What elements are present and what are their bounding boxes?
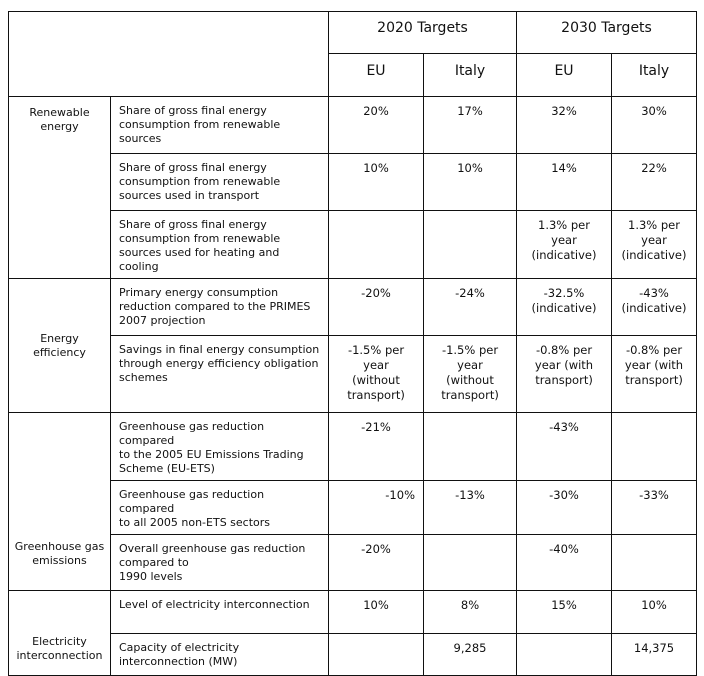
value-eu-2030: 14% bbox=[517, 154, 612, 211]
value-eu-2020: -20% bbox=[329, 535, 424, 591]
empty-header-cell bbox=[9, 12, 329, 97]
value-italy-2030: 22% bbox=[612, 154, 697, 211]
value-italy-2020: -13% bbox=[424, 481, 517, 535]
category-electricity-interconnection: Electricity interconnection bbox=[9, 591, 111, 676]
value-eu-2030: -43% bbox=[517, 413, 612, 481]
value-eu-2030: 32% bbox=[517, 97, 612, 154]
value-italy-2020: 10% bbox=[424, 154, 517, 211]
value-italy-2030: -33% bbox=[612, 481, 697, 535]
value-italy-2030: -0.8% per year (with transport) bbox=[612, 336, 697, 413]
value-italy-2030 bbox=[612, 535, 697, 591]
category-renewable-energy: Renewable energy bbox=[9, 97, 111, 279]
value-eu-2030: -40% bbox=[517, 535, 612, 591]
value-eu-2020: -10% bbox=[329, 481, 424, 535]
value-italy-2030: -43% (indicative) bbox=[612, 279, 697, 336]
value-italy-2030: 30% bbox=[612, 97, 697, 154]
category-greenhouse-gas-emissions: Greenhouse gas emissions bbox=[9, 413, 111, 591]
value-italy-2020: -1.5% per year (without transport) bbox=[424, 336, 517, 413]
row-desc: Overall greenhouse gas reduction compared to 1990 levels bbox=[111, 535, 329, 591]
value-eu-2030: -0.8% per year (with transport) bbox=[517, 336, 612, 413]
row-desc: Share of gross final energy consumption from renewable sources used in transport bbox=[111, 154, 329, 211]
value-italy-2020: 8% bbox=[424, 591, 517, 634]
header-eu-2030: EU bbox=[517, 54, 612, 97]
row-desc: Greenhouse gas reduction compared to all 2005 non-ETS sectors bbox=[111, 481, 329, 535]
value-italy-2030: 10% bbox=[612, 591, 697, 634]
value-eu-2030: -30% bbox=[517, 481, 612, 535]
row-desc: Level of electricity interconnection bbox=[111, 591, 329, 634]
value-eu-2020: 10% bbox=[329, 154, 424, 211]
header-italy-2030: Italy bbox=[612, 54, 697, 97]
value-italy-2020 bbox=[424, 211, 517, 279]
value-eu-2020: -21% bbox=[329, 413, 424, 481]
value-italy-2030: 1.3% per year (indicative) bbox=[612, 211, 697, 279]
row-desc: Capacity of electricity interconnection (MW) bbox=[111, 634, 329, 676]
value-italy-2020: 17% bbox=[424, 97, 517, 154]
value-italy-2020 bbox=[424, 535, 517, 591]
row-desc: Savings in final energy consumption through energy efficiency obligation schemes bbox=[111, 336, 329, 413]
category-energy-efficiency: Energy efficiency bbox=[9, 279, 111, 413]
header-eu-2020: EU bbox=[329, 54, 424, 97]
value-eu-2020: 10% bbox=[329, 591, 424, 634]
row-desc: Share of gross final energy consumption from renewable sources bbox=[111, 97, 329, 154]
value-italy-2020 bbox=[424, 413, 517, 481]
value-eu-2020 bbox=[329, 211, 424, 279]
header-2020-targets: 2020 Targets bbox=[329, 12, 517, 54]
value-eu-2030: 1.3% per year (indicative) bbox=[517, 211, 612, 279]
value-eu-2030 bbox=[517, 634, 612, 676]
value-eu-2030: 15% bbox=[517, 591, 612, 634]
value-eu-2020 bbox=[329, 634, 424, 676]
value-eu-2020: -1.5% per year (without transport) bbox=[329, 336, 424, 413]
value-eu-2020: -20% bbox=[329, 279, 424, 336]
value-italy-2020: -24% bbox=[424, 279, 517, 336]
header-italy-2020: Italy bbox=[424, 54, 517, 97]
header-2030-targets: 2030 Targets bbox=[517, 12, 697, 54]
value-italy-2020: 9,285 bbox=[424, 634, 517, 676]
targets-table bbox=[8, 11, 697, 676]
row-desc: Primary energy consumption reduction compared to the PRIMES 2007 projection bbox=[111, 279, 329, 336]
value-italy-2030 bbox=[612, 413, 697, 481]
value-eu-2020: 20% bbox=[329, 97, 424, 154]
row-desc: Share of gross final energy consumption from renewable sources used for heating and cooling bbox=[111, 211, 329, 279]
value-eu-2030: -32.5% (indicative) bbox=[517, 279, 612, 336]
row-desc: Greenhouse gas reduction compared to the 2005 EU Emissions Trading Scheme (EU-ETS) bbox=[111, 413, 329, 481]
value-italy-2030: 14,375 bbox=[612, 634, 697, 676]
